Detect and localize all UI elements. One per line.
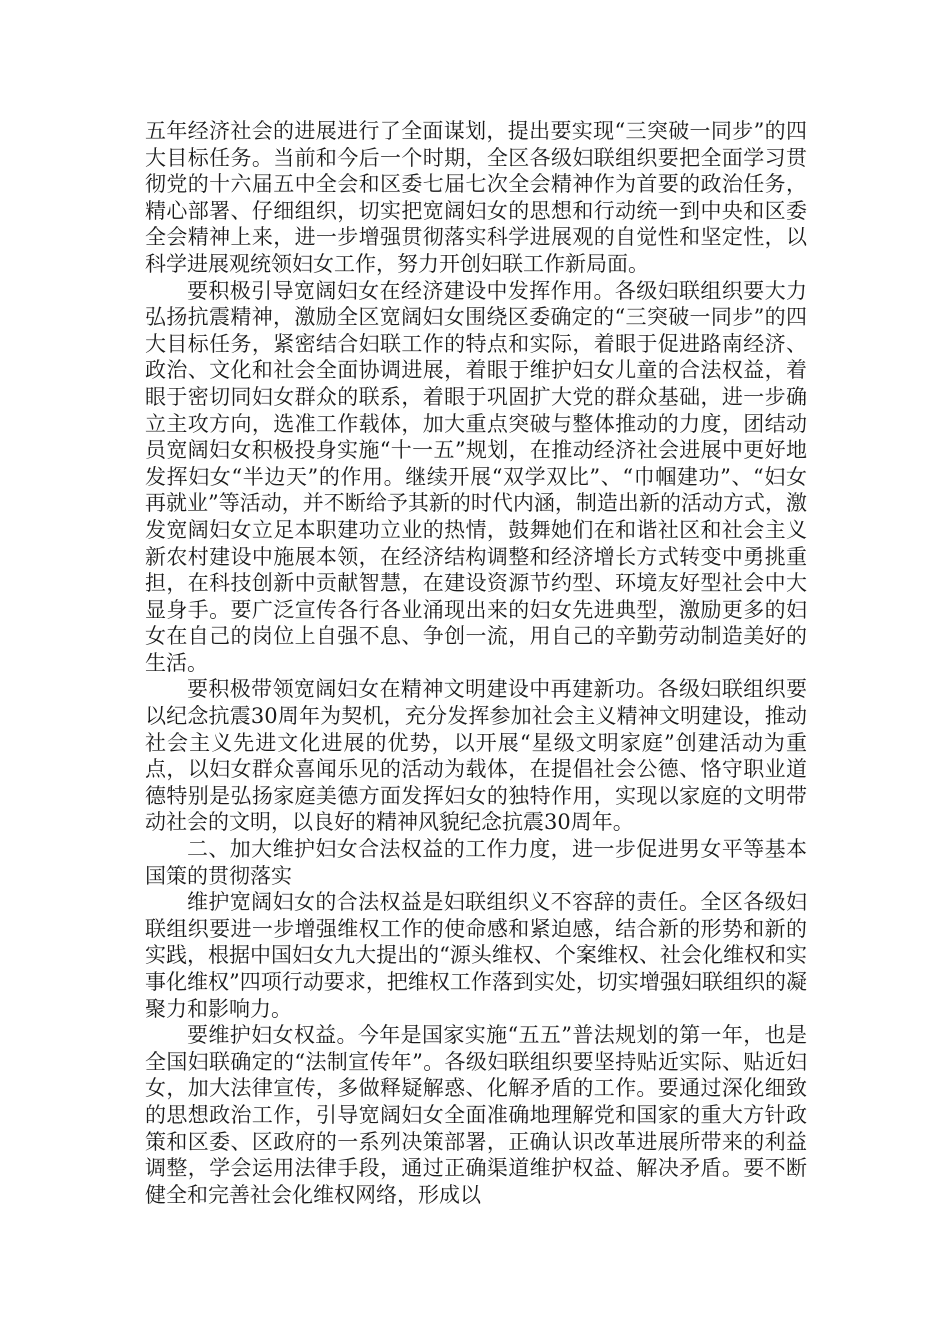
document-body xyxy=(145,118,807,1208)
paragraph-economic-construction: 要积极引导宽阔妇女在经济建设中发挥作用。各级妇联组织要大力弘扬抗震精神，激励全区宽阔妇女围绕区委确定的“三突破一同步”的四大目标任务，紧密结合妇联工作的特点和实际，着眼于促进路南经济、政治、文化和社会全面协调进展，着眼于维护妇女儿童的合法权益，着眼于密切同妇女群众的联系，着眼于巩固扩大党的群众基础，进一步确立主攻方向，选准工作载体，加大重点突破与整体推动的力度，团结动员宽阔妇女积极投身实施“十一五”规划，在推动经济社会进展中更好地发挥妇女“半边天”的作用。继续开展“双学双比”、“巾帼建功”、“妇女再就业”等活动，并不断给予其新的时代内涵，制造出新的活动方式，激发宽阔妇女立足本职建功立业的热情，鼓舞她们在和谐社区和社会主义新农村建设中施展本领，在经济结构调整和经济增长方式转变中勇挑重担，在科技创新中贡献智慧，在建设资源节约型、环境友好型社会中大显身手。要广泛宣传各行各业涌现出来的妇女先进典型，激励更多的妇女在自己的岗位上自强不息、争创一流，用自己的辛勤劳动制造美好的生活。 xyxy=(145,278,807,675)
paragraph-continuation: 五年经济社会的进展进行了全面谋划，提出要实现“三突破一同步”的四大目标任务。当前和今后一个时期，全区各级妇联组织要把全面学习贯彻党的十六届五中全会和区委七届七次全会精神作为首要的政治任务，精心部署、仔细组织，切实把宽阔妇女的思想和行动统一到中央和区委全会精神上来，进一步增强贯彻落实科学进展观的自觉性和坚定性，以科学进展观统领妇女工作，努力开创妇联工作新局面。 xyxy=(145,119,807,276)
section-heading-rights: 二、加大维护妇女合法权益的工作力度，进一步促进男女平等基本国策的贯彻落实 xyxy=(145,837,807,888)
paragraph-rights-protection: 要维护妇女权益。今年是国家实施“五五”普法规划的第一年，也是全国妇联确定的“法制宣传年”。各级妇联组织要坚持贴近实际、贴近妇女，加大法律宣传，多做释疑解惑、化解矛盾的工作。要通过深化细致的思想政治工作，引导宽阔妇女全面准确地理解党和国家的重大方针政策和区委、区政府的一系列决策部署，正确认识改革进展所带来的利益调整，学会运用法律手段，通过正确渠道维护权益、解决矛盾。要不断健全和完善社会化维权网络，形成以 xyxy=(145,1023,807,1207)
paragraph-rights-responsibility: 维护宽阔妇女的合法权益是妇联组织义不容辞的责任。全区各级妇联组织要进一步增强维权工作的使命感和紧迫感，结合新的形势和新的实践，根据中国妇女九大提出的“源头维权、个案维权、社会化维权和实事化维权”四项行动要求，把维权工作落到实处，切实增强妇联组织的凝聚力和影响力。 xyxy=(145,890,807,1021)
paragraph-spiritual-civilization: 要积极带领宽阔妇女在精神文明建设中再建新功。各级妇联组织要以纪念抗震30周年为契机，充分发挥参加社会主义精神文明建设，推动社会主义先进文化进展的优势，以开展“星级文明家庭”创建活动为重点，以妇女群众喜闻乐见的活动为载体，在提倡社会公德、恪守职业道德特别是弘扬家庭美德方面发挥妇女的独特作用，实现以家庭的文明带动社会的文明，以良好的精神风貌纪念抗震30周年。 xyxy=(145,677,807,835)
